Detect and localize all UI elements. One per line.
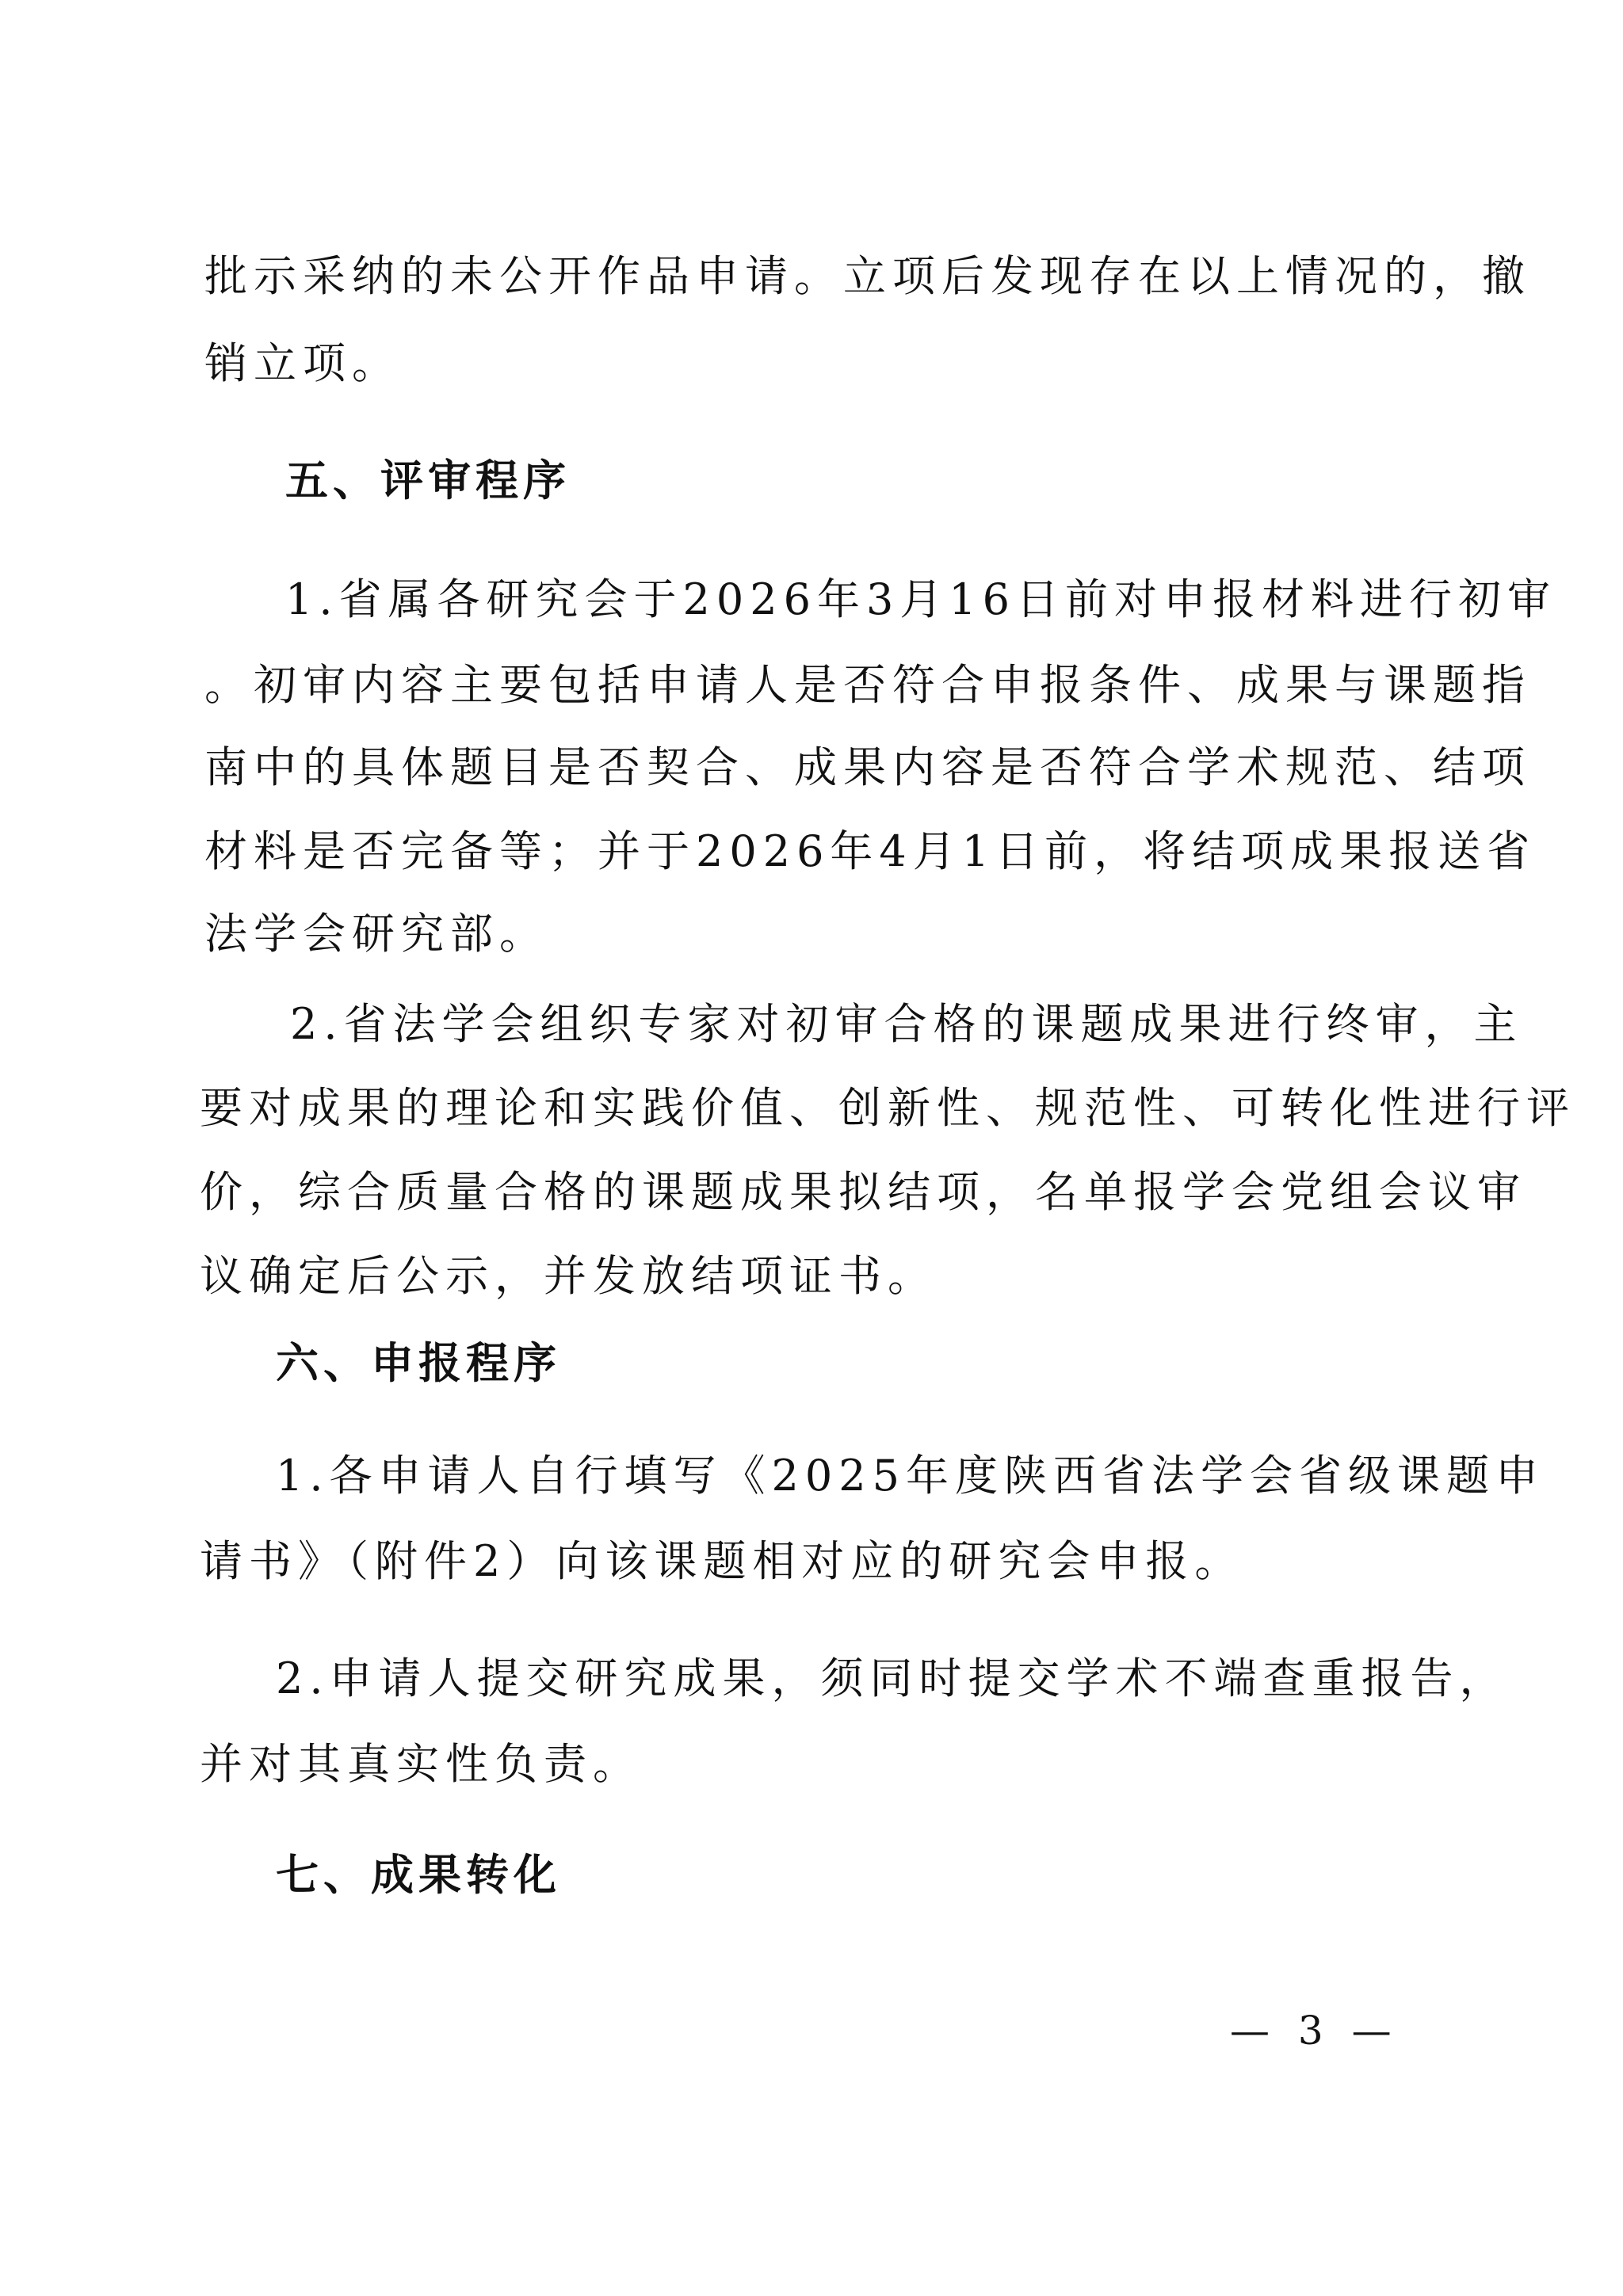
paragraph-line: 议确定后公示，并发放结项证书。 bbox=[200, 1251, 937, 1301]
section-heading: 六、申报程序 bbox=[276, 1338, 561, 1388]
paragraph-line: 法学会研究部。 bbox=[204, 909, 548, 959]
paragraph-line: 1.省属各研究会于2026年3月16日前对申报材料进行初审 bbox=[285, 574, 1557, 624]
page-number: — 3 — bbox=[1230, 2008, 1400, 2054]
paragraph-line: 1.各申请人自行填写《2025年度陕西省法学会省级课题申 bbox=[276, 1451, 1545, 1501]
paragraph-line: 2.申请人提交研究成果，须同时提交学术不端查重报告， bbox=[276, 1653, 1509, 1703]
section-heading: 五、评审程序 bbox=[285, 456, 571, 505]
paragraph-line: 材料是否完备等；并于2026年4月1日前，将结项成果报送省 bbox=[204, 826, 1537, 876]
paragraph-line: 。初审内容主要包括申请人是否符合申报条件、成果与课题指 bbox=[204, 660, 1531, 710]
paragraph-line: 批示采纳的未公开作品申请。立项后发现存在以上情况的，撤 bbox=[204, 251, 1531, 301]
paragraph-line: 请书》（附件2）向该课题相对应的研究会申报。 bbox=[200, 1536, 1244, 1586]
section-heading: 七、成果转化 bbox=[276, 1850, 561, 1900]
paragraph-line: 并对其真实性负责。 bbox=[200, 1739, 642, 1789]
paragraph-line: 南中的具体题目是否契合、成果内容是否符合学术规范、结项 bbox=[204, 742, 1531, 792]
paragraph-line: 2.省法学会组织专家对初审合格的课题成果进行终审，主 bbox=[290, 999, 1523, 1049]
paragraph-line: 要对成果的理论和实践价值、创新性、规范性、可转化性进行评 bbox=[200, 1083, 1575, 1133]
paragraph-line: 价，综合质量合格的课题成果拟结项，名单报学会党组会议审 bbox=[200, 1167, 1526, 1217]
paragraph-line: 销立项。 bbox=[204, 338, 401, 388]
